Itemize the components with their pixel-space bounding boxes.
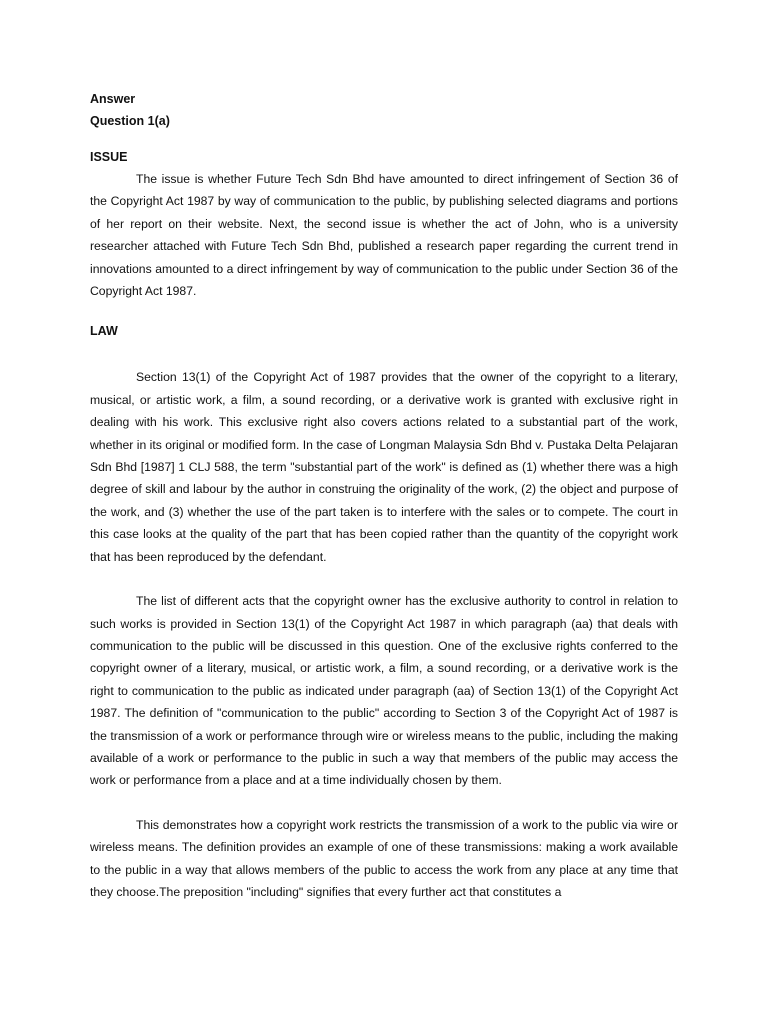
issue-paragraph: The issue is whether Future Tech Sdn Bhd have amounted to direct infringement of Section 36 of the Copyright Act 1987 by way of communication to the public, by publishing selected diagrams and portions of her report on their website. Next, the second issue is whether the act of John, who is a university researcher attached with Future Tech Sdn Bhd, published a research paper regarding the current trend in innovations amounted to a direct infringement by way of communication to the public under Section 36 of the Copyright Act 1987. — [90, 172, 678, 299]
answer-heading: Answer — [90, 92, 136, 106]
law-paragraph-1: Section 13(1) of the Copyright Act of 1987 provides that the owner of the copyright to a literary, musical, or artistic work, a film, a sound recording, or a derivative work is granted with exclusive right in dealing with his work. This exclusive right also covers actions related to a substantial part of the work, whether in its original or modified form. In the case of Longman Malaysia Sdn Bhd v. Pustaka Delta Pelajaran Sdn Bhd [1987] 1 CLJ 588, the term "substantial part of the work" is defined as (1) whether there was a high degree of skill and labour by the author in construing the originality of the work, (2) the object and purpose of the work, and (3) whether the use of the part taken is to interfere with the sales or to compete. The court in this case looks at the quality of the part that has been copied rather than the quantity of the copyright work that has been reproduced by the defendant. — [90, 370, 678, 564]
question-heading: Question 1(a) — [90, 114, 170, 128]
law-title: LAW — [90, 324, 118, 339]
law-paragraph-3: This demonstrates how a copyright work restricts the transmission of a work to the public via wire or wireless means. The definition provides an example of one of these transmissions: making a work available to the public in a way that allows members of the public to access the work from any place at any time that they choose.The preposition "including" signifies that every further act that constitutes a — [90, 817, 678, 899]
issue-section — [90, 146, 678, 302]
document-page — [90, 88, 678, 903]
law-paragraph-2: The list of different acts that the copyright owner has the exclusive authority to control in relation to such works is provided in Section 13(1) of the Copyright Act 1987 in which paragraph (aa) that deals with communication to the public will be discussed in this question. One of the exclusive rights conferred to the copyright owner of a literary, musical, or artistic work, a film, a sound recording, or a derivative work is the right to communication to the public as indicated under paragraph (aa) of Section 13(1) of the Copyright Act 1987. The definition of "communication to the public" according to Section 3 of the Copyright Act of 1987 is the transmission of a work or performance through wire or wireless means to the public, including the making available of a work or performance to the public in such a way that members of the public may access the work or performance from a place and at a time individually chosen by them. — [90, 594, 678, 788]
issue-title: ISSUE — [90, 150, 128, 164]
law-section — [90, 320, 678, 903]
answer-header — [90, 88, 678, 132]
